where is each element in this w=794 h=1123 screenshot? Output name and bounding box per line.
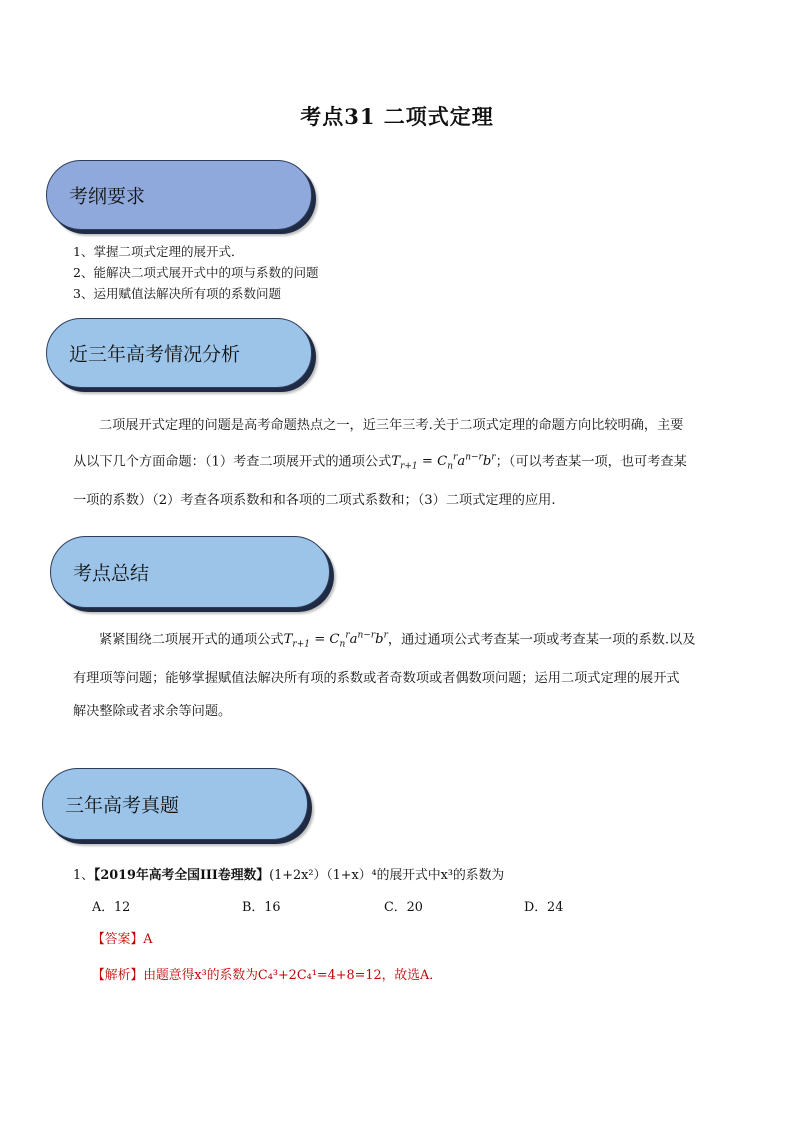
analysis-paragraph: [73, 409, 723, 517]
choice-b: B．16: [242, 900, 281, 915]
section-header-label: 近三年高考情况分析: [69, 343, 241, 366]
paragraph-line: 有理项等问题；能够掌握赋值法解决所有项的系数或者奇数项或者偶数项问题；运用二项式定理的展开式: [73, 671, 680, 687]
question-source: 【2019年高考全国III卷理数】: [93, 868, 270, 883]
question-choices: [92, 896, 612, 918]
paragraph-line: [73, 620, 723, 662]
choice-d: D．24: [524, 900, 564, 915]
section-header-analysis: [46, 318, 312, 388]
section-header-past-exams: [42, 768, 308, 840]
analysis-suffix: ，故选A．: [381, 968, 443, 983]
question-text: (1+2x²）（1+x）⁴的展开式中x³的系数为: [269, 868, 505, 883]
analysis-math: x³的系数为C₄³+2C₄¹=4+8=12: [194, 968, 382, 983]
section-header-summary: [50, 536, 330, 608]
list-item: 3、运用赋值法解决所有项的系数问题: [73, 286, 281, 301]
choice-c: C．20: [384, 900, 423, 915]
general-term-formula: $T_{r+1} = C_n^ra^{n-r}b^r$: [283, 631, 388, 651]
answer: 【答案】A: [92, 932, 153, 947]
section-header-label: 三年高考真题: [65, 794, 180, 817]
paragraph-text: ；（可以考查某一项，也可考查某: [495, 454, 687, 470]
section-header-label: 考纲要求: [69, 185, 146, 208]
paragraph-line: [73, 442, 723, 484]
requirements-list: [73, 241, 318, 304]
paragraph-line: 解决整除或者求余等问题。: [73, 704, 232, 720]
paragraph-line: 一项的系数）（2）考查各项系数和和各项的二项式系数和；（3）二项式定理的应用.: [73, 493, 556, 509]
list-item: 1、掌握二项式定理的展开式．: [73, 244, 244, 259]
question-stem: [73, 864, 504, 883]
section-header-label: 考点总结: [73, 562, 150, 585]
page-title: 考点31 二项式定理: [300, 104, 494, 129]
section-header-requirements: [46, 160, 312, 230]
general-term-formula: $T_{r+1} = C_n^ra^{n-r}b^r$: [391, 453, 496, 473]
paragraph-line: 二项展开式定理的问题是高考命题热点之一，近三年三考.关于二项式定理的命题方向比较明确，主要: [99, 418, 684, 433]
paragraph-text: 紧紧围绕二项展开式的通项公式: [99, 632, 284, 648]
list-item: 2、能解决二项式展开式中的项与系数的问题: [73, 265, 319, 280]
question-number: 1、: [73, 868, 94, 883]
paragraph-text: ，通过通项公式考查某一项或考查某一项的系数.以及: [387, 632, 696, 648]
paragraph-text: 从以下几个方面命题：（1）考查二项展开式的通项公式: [73, 454, 392, 470]
analysis-prefix: 【解析】由题意得: [92, 968, 195, 983]
analysis: [92, 964, 442, 983]
summary-paragraph: [73, 620, 723, 728]
choice-a: A．12: [92, 900, 131, 915]
